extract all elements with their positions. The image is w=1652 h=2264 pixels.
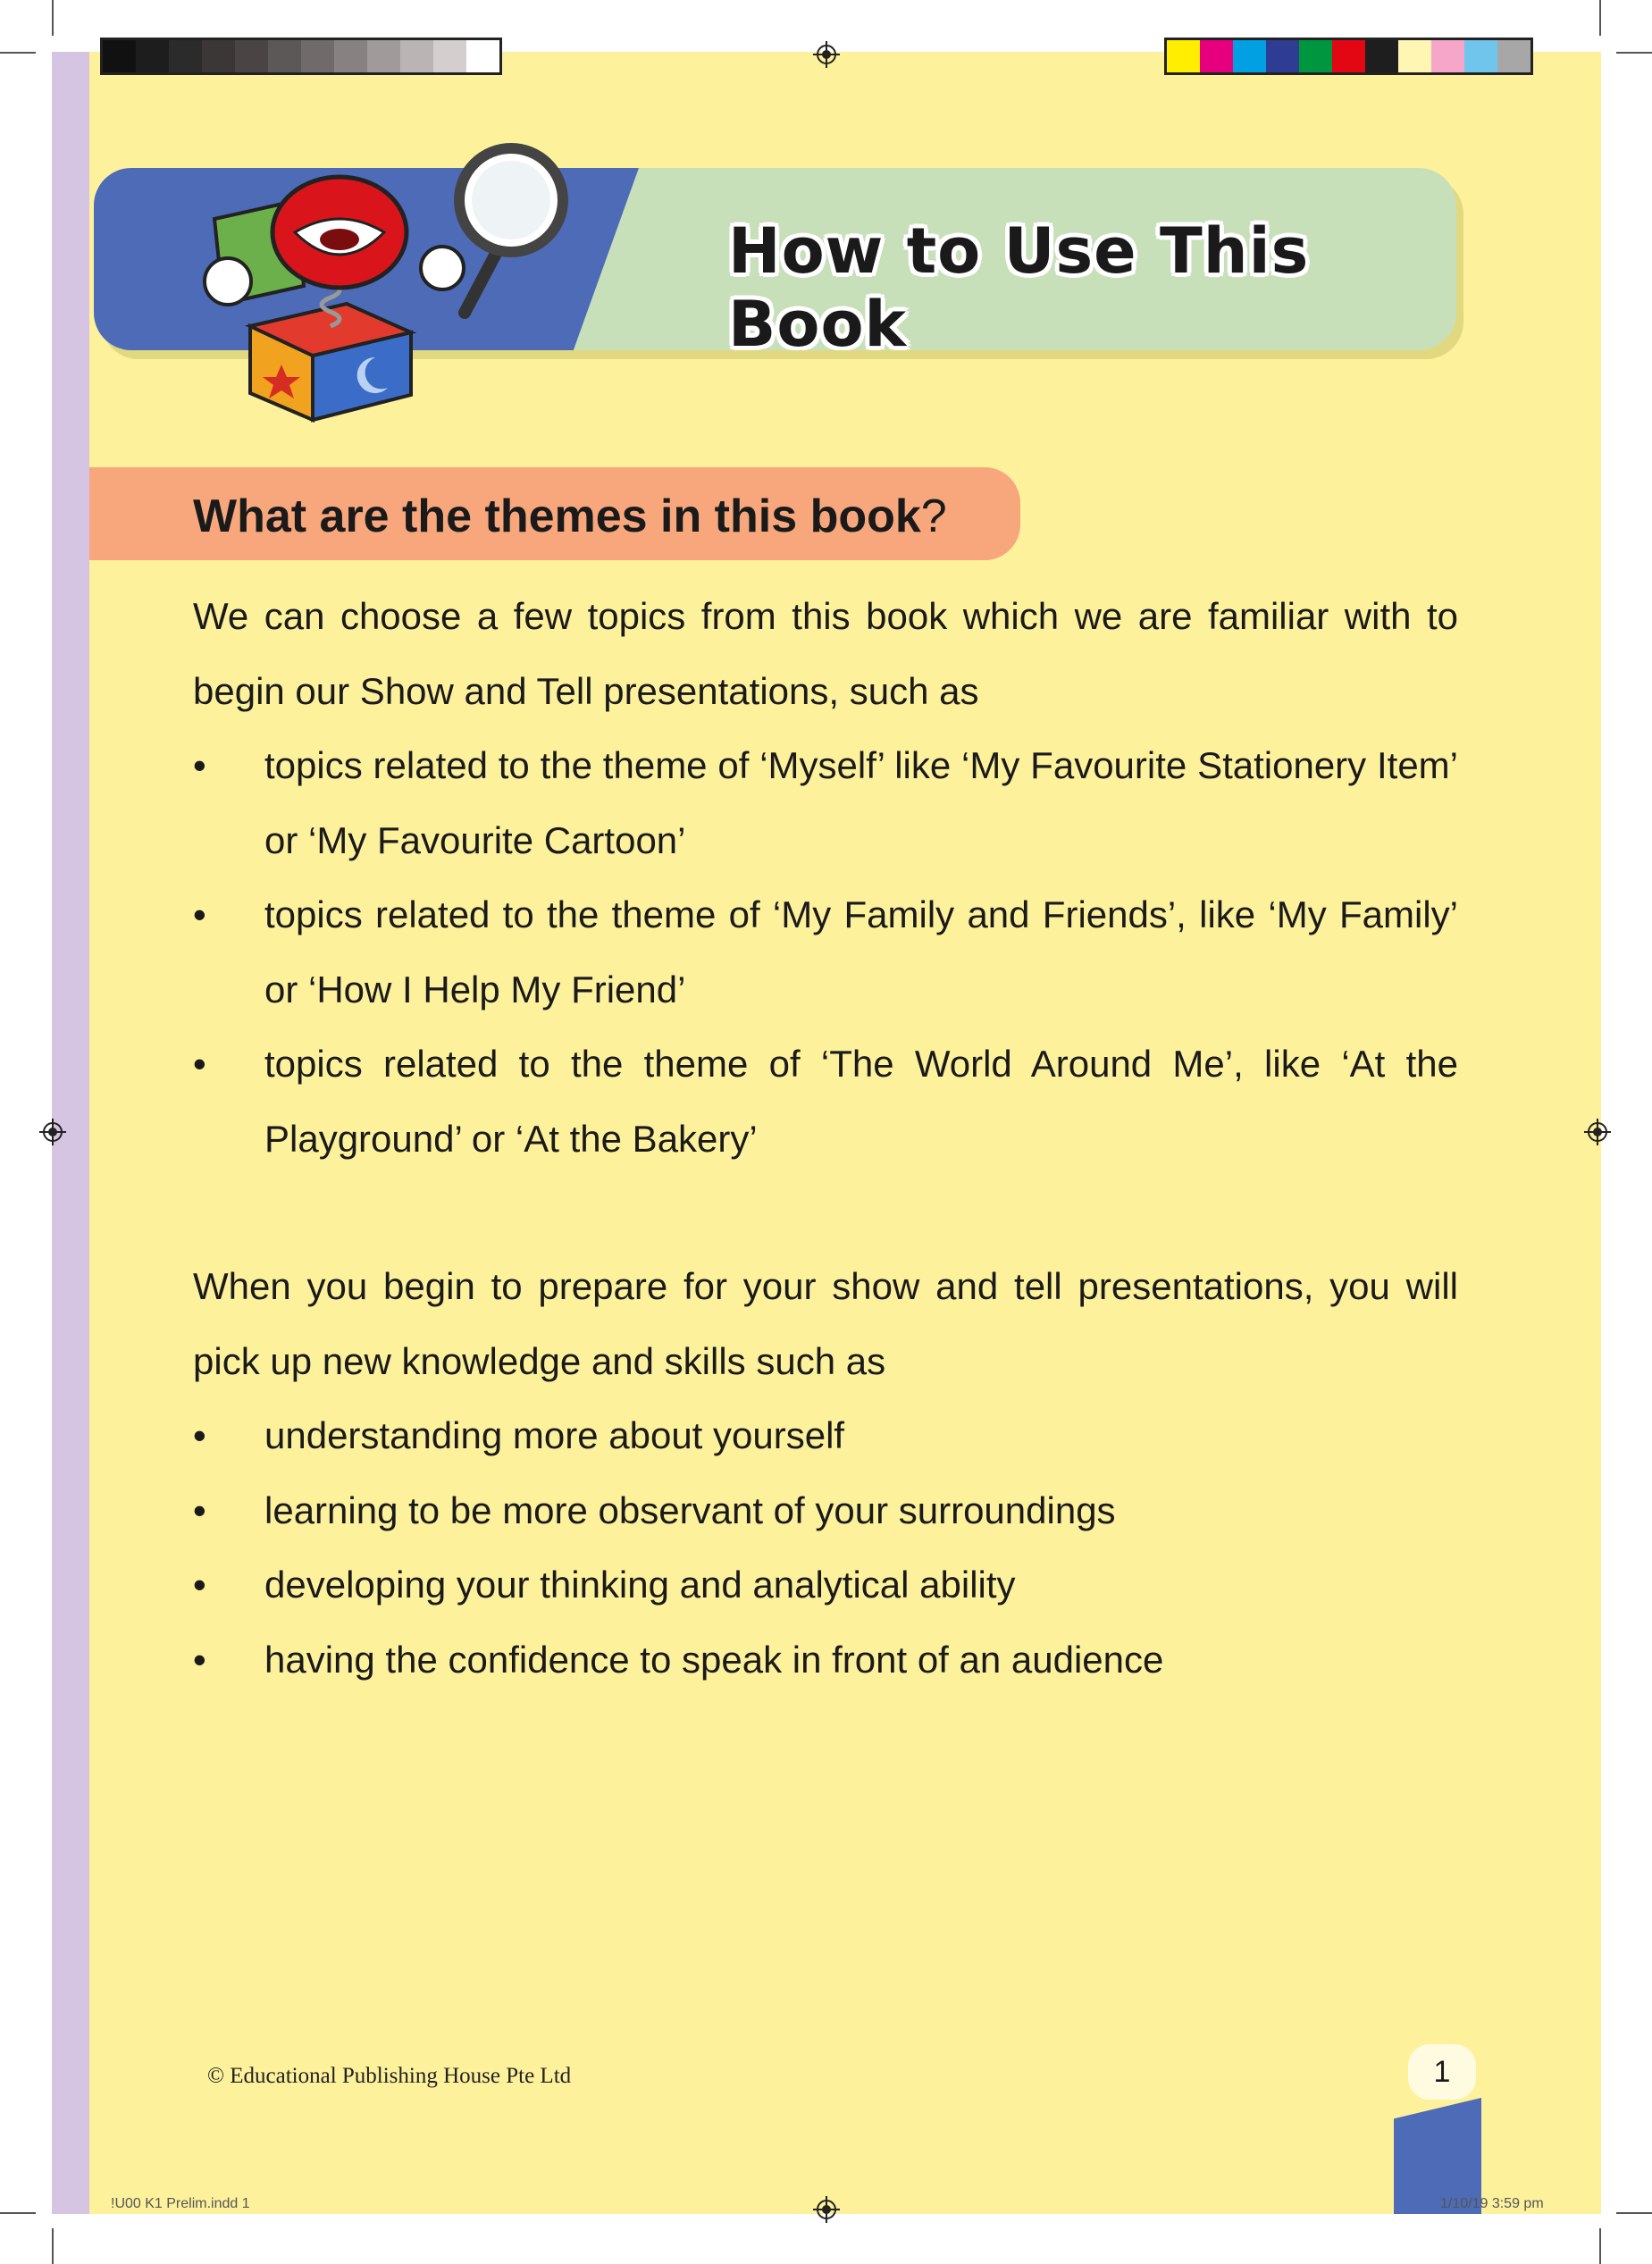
bullet-icon: • [193, 1564, 206, 1606]
bullet-icon: • [193, 1638, 206, 1681]
color-swatch [1266, 40, 1299, 72]
bullet-icon: • [193, 893, 206, 935]
list-item-text: topics related to the theme of ‘Myself’ like ‘My Favourite Stationery Item’ or ‘My Favourite Cartoon’ [264, 744, 1458, 861]
copyright-notice: © Educational Publishing House Pte Ltd [207, 2064, 572, 2088]
slug-filename: !U00 K1 Prelim.indd 1 [111, 2196, 250, 2211]
color-calibration-bar [1164, 38, 1533, 75]
list-item [193, 1623, 1458, 1698]
grayscale-swatch [136, 40, 169, 72]
color-swatch [1299, 40, 1332, 72]
list-item [193, 1473, 1458, 1548]
grayscale-swatch [301, 40, 334, 72]
crop-mark [52, 2228, 54, 2264]
themes-list [193, 728, 1458, 1176]
grayscale-swatch [268, 40, 301, 72]
list-item-text: developing your thinking and analytical ability [264, 1564, 1016, 1606]
registration-mark-icon [1584, 1119, 1611, 1145]
color-swatch [1365, 40, 1398, 72]
grayscale-swatch [400, 40, 433, 72]
color-swatch [1167, 40, 1200, 72]
grayscale-swatch [466, 40, 499, 72]
list-item [193, 877, 1458, 1027]
grayscale-swatch [433, 40, 466, 72]
list-item [193, 728, 1458, 877]
list-item-text: learning to be more observant of your surroundings [264, 1488, 1116, 1531]
crop-mark [0, 2212, 36, 2214]
skills-list [193, 1398, 1458, 1697]
grayscale-swatch [202, 40, 235, 72]
crop-mark [1616, 2212, 1652, 2214]
grayscale-swatch [103, 40, 136, 72]
themes-block [193, 579, 1458, 1176]
prep-paragraph: When you begin to prepare for your show and tell presentations, you will pick up new knowledge and skills such as [193, 1265, 1458, 1382]
grayscale-calibration-bar [100, 38, 502, 75]
section-title-text: What are the themes in this book [193, 491, 921, 542]
color-swatch [1332, 40, 1365, 72]
list-item [193, 1398, 1458, 1473]
bullet-icon: • [193, 1488, 206, 1531]
crop-mark [1599, 2228, 1601, 2264]
crop-mark [1599, 0, 1601, 36]
skills-block [193, 1249, 1458, 1697]
intro-paragraph: We can choose a few topics from this book which we are familiar with to begin our Show and Tell presentations, such as [193, 595, 1458, 712]
mascot-jack-in-the-box-icon [197, 134, 572, 429]
crop-mark [0, 52, 36, 54]
color-swatch [1431, 40, 1464, 72]
section-title [193, 490, 947, 543]
color-swatch [1464, 40, 1497, 72]
grayscale-swatch [334, 40, 367, 72]
list-item [193, 1547, 1458, 1623]
magnifying-glass-icon [459, 148, 563, 313]
section-title-mark: ? [920, 491, 947, 542]
registration-mark-icon [813, 2196, 840, 2223]
color-swatch [1200, 40, 1233, 72]
slug-timestamp: 1/10/19 3:59 pm [1440, 2196, 1544, 2211]
color-swatch [1398, 40, 1431, 72]
bullet-icon: • [193, 1043, 206, 1085]
list-item [193, 1027, 1458, 1176]
bullet-icon: • [193, 744, 206, 786]
list-item-text: understanding more about yourself [264, 1414, 845, 1456]
bullet-icon: • [193, 1414, 206, 1456]
list-item-text: having the confidence to speak in front of an audience [264, 1638, 1164, 1681]
crop-mark [1616, 52, 1652, 54]
registration-mark-icon [39, 1119, 66, 1145]
crop-mark [52, 0, 54, 36]
page-number: 1 [1408, 2044, 1476, 2100]
color-swatch [1497, 40, 1530, 72]
list-item-text: topics related to the theme of ‘My Family and Friends’, like ‘My Family’ or ‘How I Help My Friend’ [264, 893, 1458, 1010]
color-swatch [1233, 40, 1266, 72]
grayscale-swatch [169, 40, 202, 72]
grayscale-swatch [367, 40, 400, 72]
registration-mark-icon [813, 41, 840, 68]
grayscale-swatch [235, 40, 268, 72]
page-title: How to Use This Book [728, 214, 1310, 350]
list-item-text: topics related to the theme of ‘The World Around Me’, like ‘At the Playground’ or ‘At the Bakery’ [264, 1043, 1458, 1160]
